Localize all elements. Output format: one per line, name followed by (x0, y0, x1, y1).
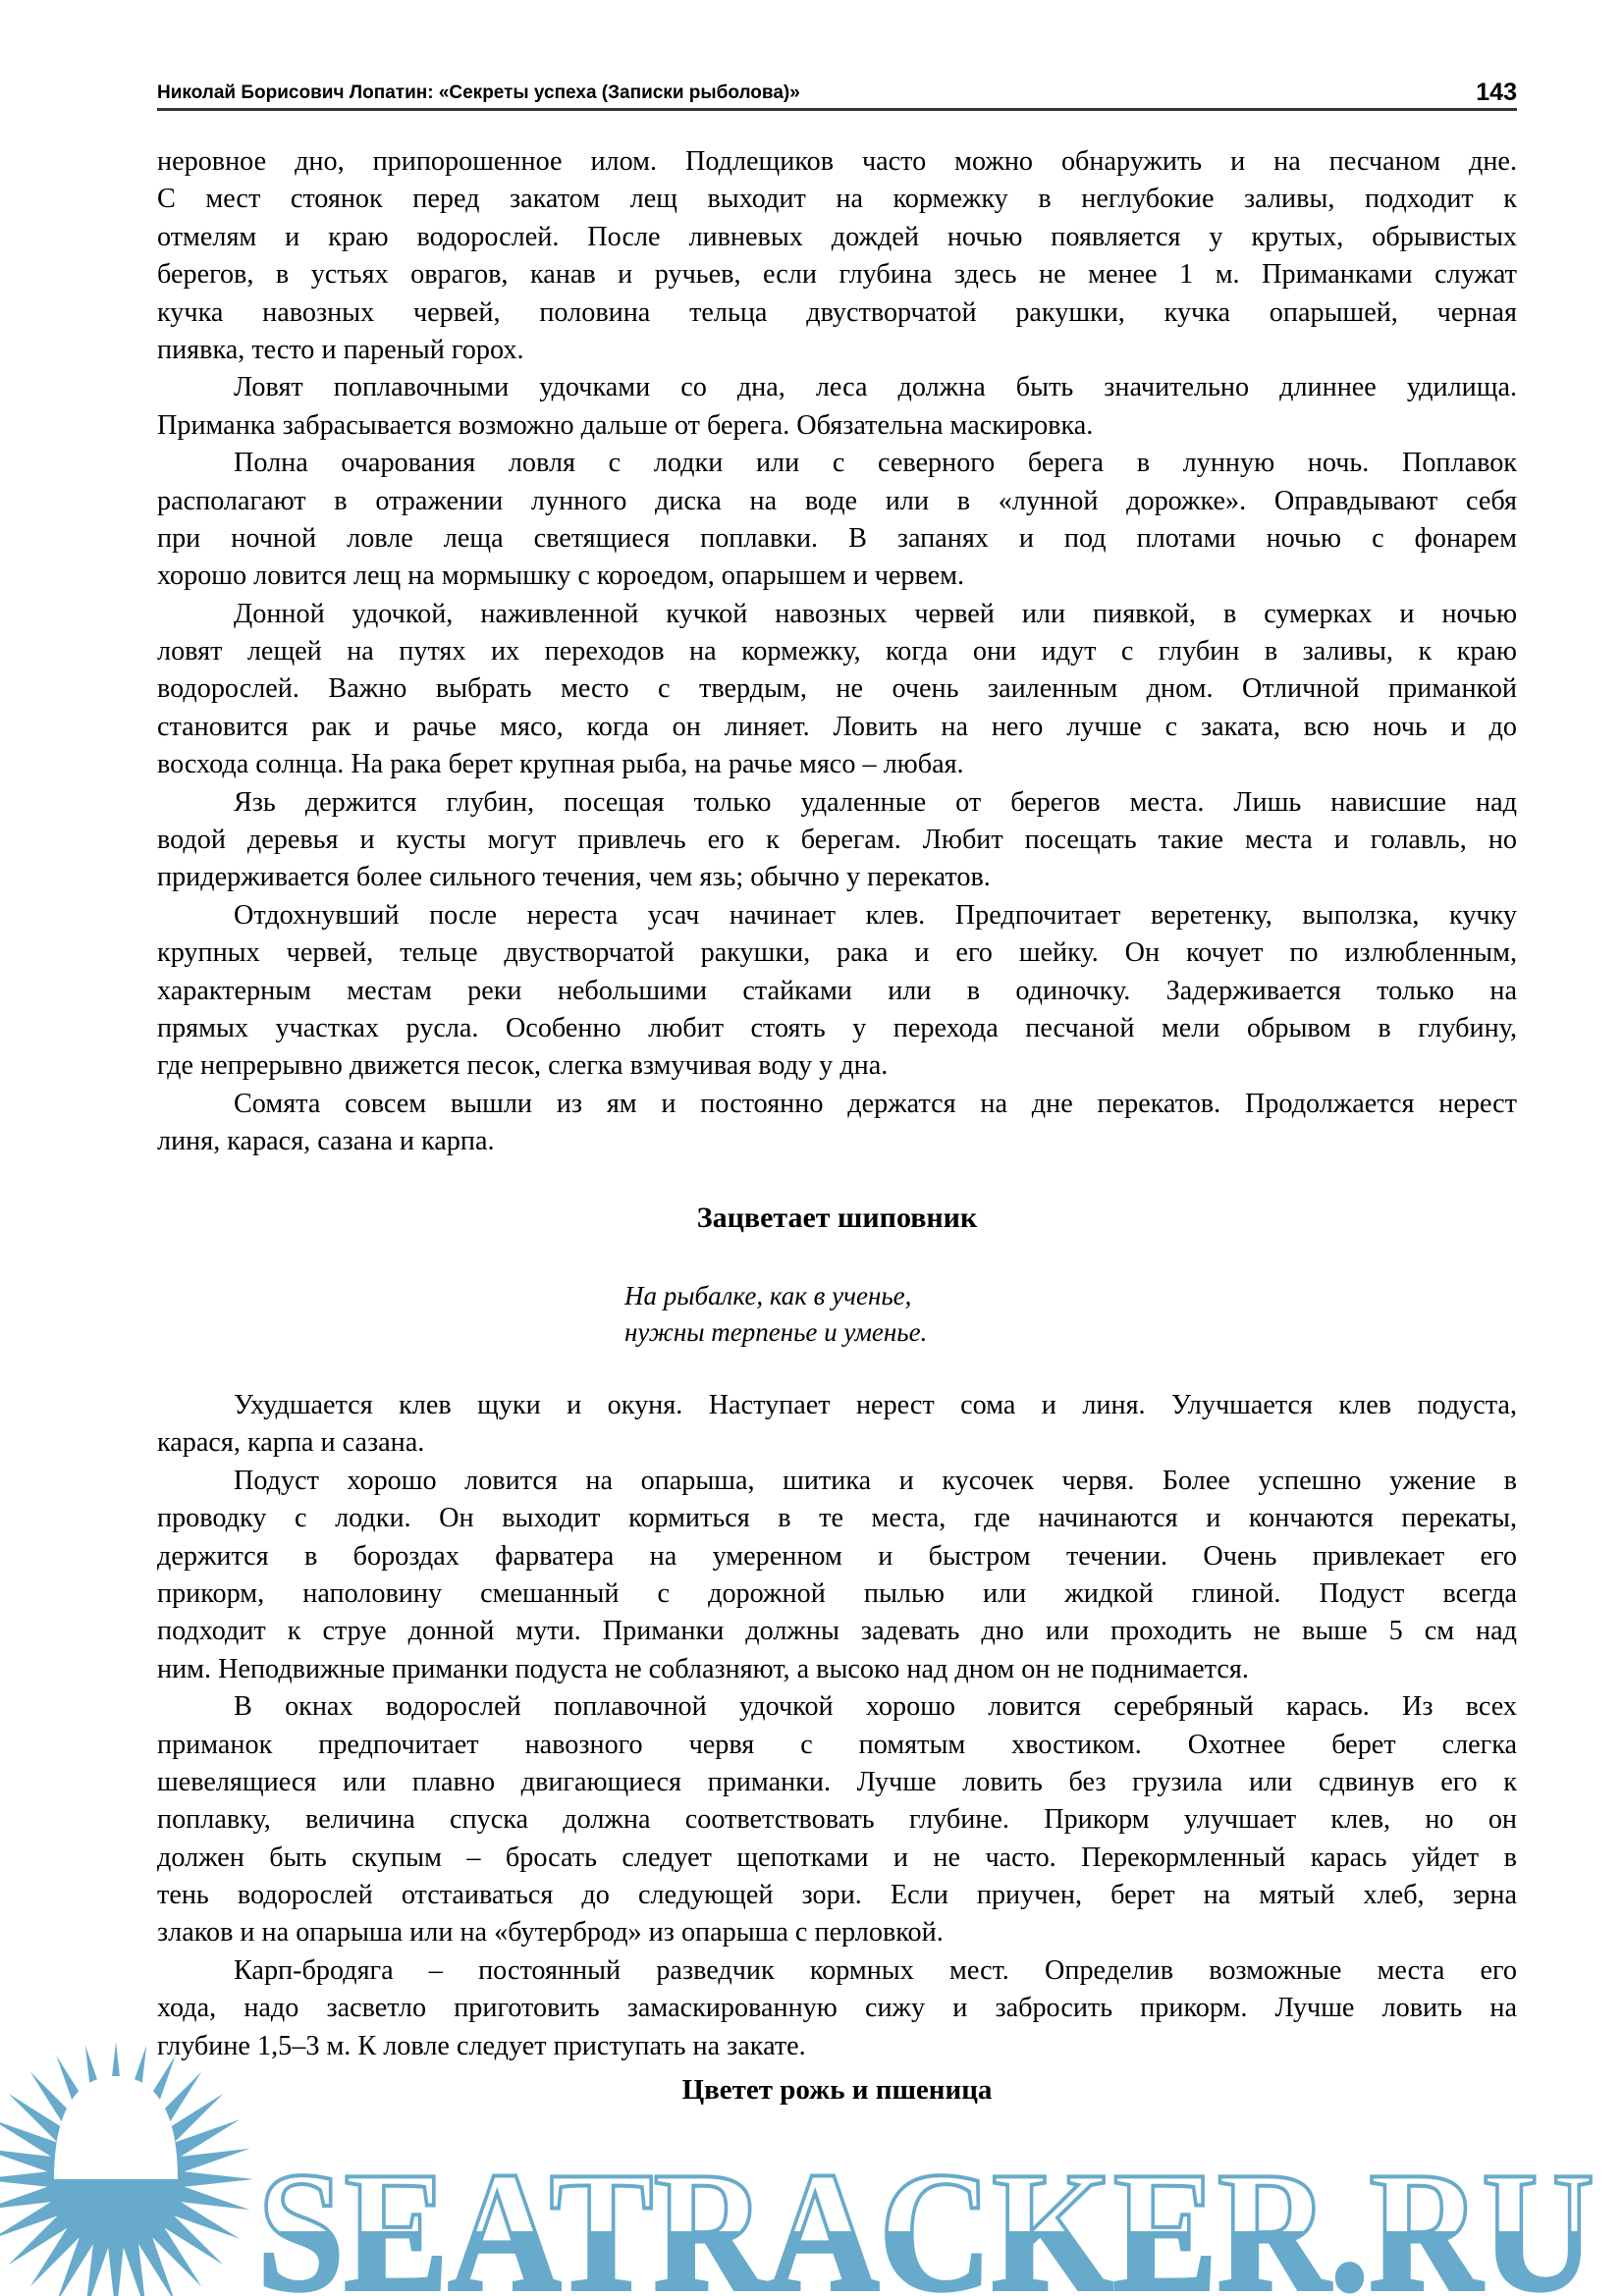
body-text-section-2 (157, 1387, 1517, 2065)
text-line: злаков и на опарыша или на «бутерброд» из опарыша с перловкой. (157, 1917, 944, 1949)
text-line: карася, карпа и сазана. (157, 1427, 425, 1459)
text-line: крупных червей, тельце двустворчатой ракушки, рака и его шейку. Он кочует по излюбленным, (157, 937, 1517, 969)
text-line: линя, карася, сазана и карпа. (157, 1126, 495, 1157)
text-line: хода, надо засветло приготовить замаскированную сижу и забросить прикорм. Лучше ловить на (157, 1993, 1517, 2024)
text-line: ним. Неподвижные приманки подуста не соблазняют, а высоко над дном он не поднимается. (157, 1653, 1249, 1684)
text-line: прямых участках русла. Особенно любит стоять у перехода песчаной мели обрывом в глубину, (157, 1012, 1517, 1043)
text-line: приманок предпочитает навозного червя с помятым хвостиком. Охотнее берет слегка (157, 1729, 1517, 1760)
text-line: где непрерывно движется песок, слегка взмучивая воду у дна. (157, 1050, 889, 1082)
text-line: восхода солнца. На рака берет крупная рыба, на рачье мясо – любая. (157, 749, 964, 780)
text-line: Ловят поплавочными удочками со дна, леса должна быть значительно длиннее удилища. (234, 372, 1517, 403)
section-heading: Зацветает шиповник (696, 1201, 978, 1234)
text-line: должен быть скупым – бросать следует щепотками и не часто. Перекормленный карась уйдет в (157, 1842, 1517, 1873)
text-line: хорошо ловится лещ на мормышку с короедом, опарышем и червем. (157, 561, 965, 592)
text-line: отмелям и краю водорослей. После ливневых дождей ночью появляется у крутых, обрывистых (157, 221, 1517, 252)
text-line: проводку с лодки. Он выходит кормиться в те места, где начинаются и кончаются перекаты, (157, 1503, 1517, 1534)
header-title: Николай Борисович Лопатин: «Секреты успеха (Записки рыболова)» (157, 82, 800, 103)
section-heading: Цветет рожь и пшеница (681, 2074, 993, 2106)
text-line: шевелящиеся или плавно двигающиеся приманки. Лучше ловить без грузила или сдвинув его к (157, 1766, 1517, 1797)
text-line: С мест стоянок перед закатом лещ выходит на кормежку в неглубокие заливы, подходит к (157, 184, 1517, 215)
text-line: характерным местам реки небольшими стайками или в одиночку. Задерживается только на (157, 975, 1517, 1006)
text-line: тень водорослей отстаиваться до следующей зори. Если приучен, берет на мятый хлеб, зерна (157, 1880, 1517, 1911)
page-number: 143 (1476, 79, 1517, 106)
epigraph (624, 1278, 927, 1351)
text-line: подходит к струе донной мути. Приманки должны задевать дно или проходить не выше 5 см над (157, 1616, 1517, 1647)
text-line: поплавку, величина спуска должна соответствовать глубине. Прикорм улучшает клев, но он (157, 1804, 1517, 1836)
text-line: водой деревья и кусты могут привлечь его к берегам. Любит посещать такие места и голавль, но (157, 825, 1517, 856)
text-line: Сомята совсем вышли из ям и постоянно держатся на дне перекатов. Продолжается нерест (234, 1088, 1517, 1119)
text-line: Подуст хорошо ловится на опарыша, шитика и кусочек червя. Более успешно ужение в (234, 1465, 1517, 1496)
running-header (157, 75, 1517, 111)
text-line: ловят лещей на путях их переходов на кормежку, когда они идут с глубин в заливы, к краю (157, 636, 1517, 667)
epigraph-line: На рыбалке, как в ученье, (624, 1281, 912, 1310)
text-line: Ухудшается клев щуки и окуня. Наступает нерест сома и линя. Улучшается клев подуста, (234, 1390, 1517, 1420)
text-line: берегов, в устьях оврагов, канав и ручьев, если глубина здесь не менее 1 м. Приманками служат (157, 259, 1517, 291)
text-line: водорослей. Важно выбрать место с твердым, не очень заиленным дном. Отличной приманкой (157, 673, 1517, 705)
text-line: В окнах водорослей поплавочной удочкой хорошо ловится серебряный карась. Из всех (234, 1691, 1517, 1723)
text-line: неровное дно, припорошенное илом. Подлещиков часто можно обнаружить и на песчаном дне. (157, 146, 1517, 177)
text-line: Отдохнувший после нереста усач начинает клев. Предпочитает веретенку, выползка, кучку (234, 899, 1517, 931)
text-line: Язь держится глубин, посещая только удаленные от берегов места. Лишь нависшие над (234, 786, 1517, 818)
text-line: располагают в отражении лунного диска на воде или в «лунной дорожке». Оправдывают себя (157, 485, 1517, 516)
text-line: Полна очарования ловля с лодки или с северного берега в лунную ночь. Поплавок (234, 448, 1517, 479)
text-line: при ночной ловле леща светящиеся поплавки. В запанях и под плотами ночью с фонарем (157, 522, 1517, 554)
text-line: становится рак и рачье мясо, когда он линяет. Ловить на него лучше с заката, всю ночь и до (157, 711, 1517, 742)
text-line: прикорм, наполовину смешанный с дорожной пылью или жидкой глиной. Подуст всегда (157, 1577, 1517, 1609)
body-text-section-1 (157, 143, 1517, 1161)
epigraph-line: нужны терпенье и уменье. (624, 1317, 928, 1347)
text-line: кучка навозных червей, половина тельца двустворчатой ракушки, кучка опарышей, черная (157, 296, 1517, 328)
text-line: держится в бороздах фарватера на умеренном и быстром течении. Очень привлекает его (157, 1540, 1517, 1572)
text-line: пиявка, тесто и пареный горох. (157, 334, 524, 365)
text-line: Донной удочкой, наживленной кучкой навозных червей или пиявкой, в сумерках и ночью (234, 598, 1517, 629)
text-line: Приманка забрасывается возможно дальше от берега. Обязательна маскировка. (157, 409, 1094, 441)
text-line: глубине 1,5–3 м. К ловле следует приступать на закате. (157, 2030, 806, 2061)
watermark-text: SEATRACKER.RU (257, 2136, 1595, 2296)
text-line: придерживается более сильного течения, чем язь; обычно у перекатов. (157, 862, 991, 893)
text-line: Карп-бродяга – постоянный разведчик кормных мест. Определив возможные места его (234, 1954, 1517, 1986)
